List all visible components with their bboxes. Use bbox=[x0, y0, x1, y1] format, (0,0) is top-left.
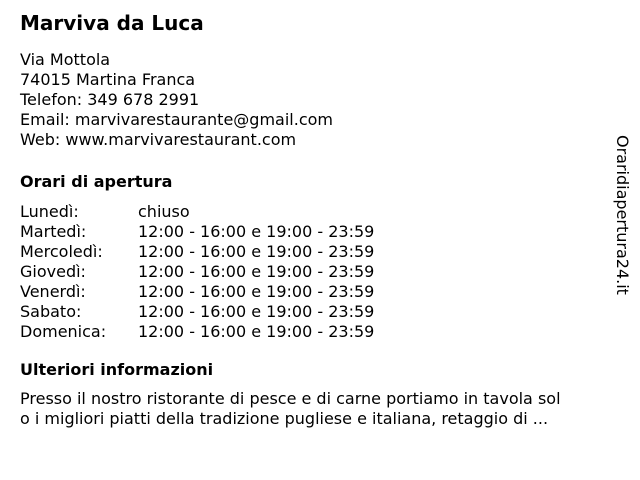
phone-number: Telefon: 349 678 2991 bbox=[20, 90, 200, 109]
hours-day: Venerdì: bbox=[20, 282, 86, 301]
hours-time: 12:00 - 16:00 e 19:00 - 23:59 bbox=[138, 282, 375, 301]
info-description bbox=[20, 389, 610, 429]
hours-time: chiuso bbox=[138, 202, 190, 221]
hours-row-monday bbox=[20, 202, 610, 222]
hours-row-friday bbox=[20, 282, 610, 302]
hours-time: 12:00 - 16:00 e 19:00 - 23:59 bbox=[138, 262, 375, 281]
contact-block bbox=[20, 50, 610, 150]
hours-row-tuesday bbox=[20, 222, 610, 242]
hours-row-thursday bbox=[20, 262, 610, 282]
hours-day: Sabato: bbox=[20, 302, 82, 321]
hours-time: 12:00 - 16:00 e 19:00 - 23:59 bbox=[138, 302, 375, 321]
hours-day: Lunedì: bbox=[20, 202, 79, 221]
hours-row-saturday bbox=[20, 302, 610, 322]
hours-day: Giovedì: bbox=[20, 262, 86, 281]
hours-day: Martedì: bbox=[20, 222, 87, 241]
hours-table bbox=[20, 202, 610, 342]
hours-section-title: Orari di apertura bbox=[20, 172, 173, 191]
email-address: Email: marvivarestaurante@gmail.com bbox=[20, 110, 333, 129]
hours-row-sunday bbox=[20, 322, 610, 342]
hours-row-wednesday bbox=[20, 242, 610, 262]
hours-day: Mercoledì: bbox=[20, 242, 103, 261]
business-name: Marviva da Luca bbox=[20, 11, 204, 35]
hours-day: Domenica: bbox=[20, 322, 107, 341]
address-street: Via Mottola bbox=[20, 50, 111, 69]
hours-time: 12:00 - 16:00 e 19:00 - 23:59 bbox=[138, 242, 375, 261]
business-card bbox=[20, 10, 610, 429]
info-description-line: Presso il nostro ristorante di pesce e di carne portiamo in tavola sol bbox=[20, 389, 561, 408]
hours-time: 12:00 - 16:00 e 19:00 - 23:59 bbox=[138, 222, 375, 241]
website-address: Web: www.marvivarestaurant.com bbox=[20, 130, 297, 149]
site-watermark: Oraridiapertura24.it bbox=[613, 135, 632, 295]
info-description-line: o i migliori piatti della tradizione pugliese e italiana, retaggio di ... bbox=[20, 409, 549, 428]
info-section-title: Ulteriori informazioni bbox=[20, 360, 214, 379]
address-city: 74015 Martina Franca bbox=[20, 70, 196, 89]
hours-time: 12:00 - 16:00 e 19:00 - 23:59 bbox=[138, 322, 375, 341]
